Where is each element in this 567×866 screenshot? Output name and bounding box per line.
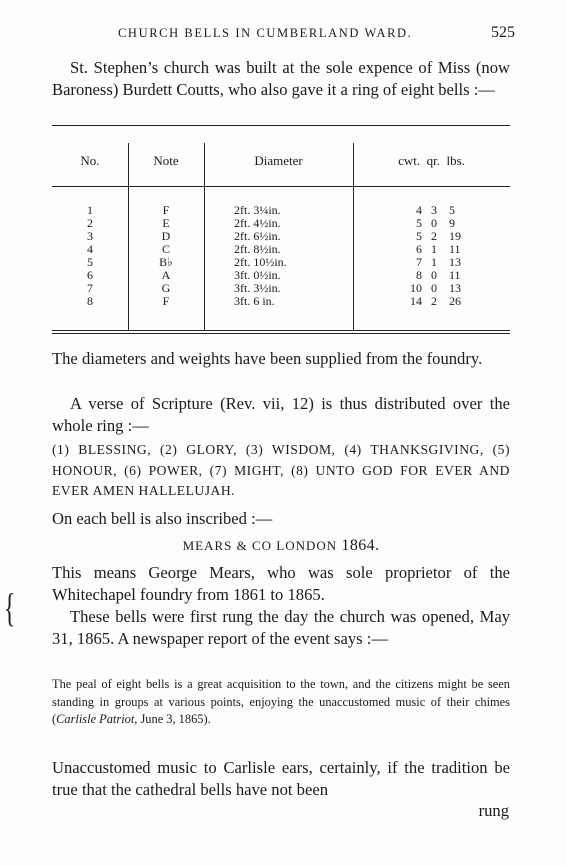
running-head xyxy=(52,22,517,42)
cell-lbs: 5 xyxy=(449,203,455,217)
cell-note: D xyxy=(161,229,171,243)
cell-cwt: 7 xyxy=(416,255,422,269)
header-diameter: Diameter xyxy=(254,153,303,168)
cell-no: 7 xyxy=(87,281,93,295)
cell-lbs: 9 xyxy=(449,216,455,230)
header-weight: cwt. qr. lbs. xyxy=(398,153,465,168)
cell-lbs: 11 xyxy=(449,242,461,256)
margin-bracket-mark: { xyxy=(3,585,16,630)
quote-date: , June 3, 1865). xyxy=(134,712,211,727)
cell-diameter: 3ft. 3½in. xyxy=(234,281,281,295)
header-no: No. xyxy=(80,153,100,168)
cell-qr: 2 xyxy=(431,229,437,243)
quote-text: The peal of eight bells is a great acquisition to the town, and the citizens might be seen standing in groups at various points, enjoying the unaccustomed music of their chimes ( xyxy=(52,677,510,727)
table-column-divider xyxy=(353,143,354,330)
cell-diameter: 2ft. 10½in. xyxy=(234,255,287,269)
cell-qr: 3 xyxy=(431,203,437,217)
bell-inscription xyxy=(52,537,510,555)
quote-source: Carlisle Patriot xyxy=(56,712,135,727)
cell-no: 5 xyxy=(87,255,93,269)
cell-cwt: 14 xyxy=(410,294,422,308)
cell-cwt: 5 xyxy=(416,216,422,230)
cell-note: E xyxy=(162,216,170,230)
cell-note: A xyxy=(161,268,171,282)
cell-cwt: 8 xyxy=(416,268,422,282)
cell-no: 4 xyxy=(87,242,93,256)
table-top-rule xyxy=(52,125,510,126)
table-header-rule xyxy=(52,186,510,187)
mears-paragraph: This means George Mears, who was sole proprietor of the Whitechapel foundry from 1861 to 1865. xyxy=(52,563,510,604)
cell-lbs: 11 xyxy=(449,268,461,282)
scripture-intro-paragraph: A verse of Scripture (Rev. vii, 12) is thus distributed over the whole ring :— xyxy=(52,394,510,435)
final-paragraph: Unaccustomed music to Carlisle ears, certainly, if the tradition be true that the cathedral bells have not been xyxy=(52,758,510,799)
first-rung-paragraph: These bells were first rung the day the church was opened, May 31, 1865. A newspaper report of the event says :— xyxy=(52,607,510,648)
cell-note: C xyxy=(161,242,170,256)
cell-note: B♭ xyxy=(159,255,173,269)
table-bottom-rule-2 xyxy=(52,333,510,334)
cell-lbs: 19 xyxy=(449,229,461,243)
inscription-text: MEARS & CO LONDON xyxy=(182,538,338,553)
cell-qr: 1 xyxy=(431,255,437,269)
cell-diameter: 2ft. 4½in. xyxy=(234,216,281,230)
cell-no: 8 xyxy=(87,294,93,308)
table-bottom-rule-1 xyxy=(52,330,510,331)
cell-diameter: 2ft. 3¼in. xyxy=(234,203,281,217)
cell-diameter: 2ft. 8½in. xyxy=(234,242,281,256)
cell-no: 3 xyxy=(87,229,93,243)
cell-lbs: 13 xyxy=(449,281,461,295)
running-title: CHURCH BELLS IN CUMBERLAND WARD. xyxy=(118,26,413,40)
intro-paragraph: St. Stephen’s church was built at the sole expence of Miss (now Baroness) Burdett Coutts, who also gave it a ring of eight bells :— xyxy=(52,58,510,99)
cell-cwt: 4 xyxy=(416,203,422,217)
catchword: rung xyxy=(478,801,509,820)
cell-qr: 0 xyxy=(431,216,437,230)
cell-note: F xyxy=(162,294,170,308)
cell-diameter: 2ft. 6½in. xyxy=(234,229,281,243)
cell-cwt: 5 xyxy=(416,229,422,243)
cell-no: 2 xyxy=(87,216,93,230)
inscribed-paragraph: On each bell is also inscribed :— xyxy=(52,509,273,528)
cell-qr: 0 xyxy=(431,281,437,295)
cell-qr: 0 xyxy=(431,268,437,282)
cell-qr: 2 xyxy=(431,294,437,308)
cell-cwt: 10 xyxy=(410,281,422,295)
cell-cwt: 6 xyxy=(416,242,422,256)
cell-no: 6 xyxy=(87,268,93,282)
table-column-divider xyxy=(204,143,205,330)
cell-diameter: 3ft. 0½in. xyxy=(234,268,281,282)
cell-lbs: 13 xyxy=(449,255,461,269)
cell-lbs: 26 xyxy=(449,294,461,308)
diameters-paragraph: The diameters and weights have been supplied from the foundry. xyxy=(52,349,483,368)
cell-no: 1 xyxy=(87,203,93,217)
newspaper-quote xyxy=(52,676,510,729)
scripture-verse: (1) BLESSING, (2) GLORY, (3) WISDOM, (4) THANKSGIVING, (5) HONOUR, (6) POWER, (7) MIGHT, (8) UNTO GOD FOR EVER AND EVER AMEN HALLELUJAH. xyxy=(52,442,510,498)
cell-qr: 1 xyxy=(431,242,437,256)
cell-note: G xyxy=(161,281,171,295)
cell-note: F xyxy=(162,203,170,217)
header-note: Note xyxy=(153,153,179,168)
page-number: 525 xyxy=(491,24,515,41)
cell-diameter: 3ft. 6 in. xyxy=(234,294,275,308)
inscription-year: 1864. xyxy=(341,537,380,554)
